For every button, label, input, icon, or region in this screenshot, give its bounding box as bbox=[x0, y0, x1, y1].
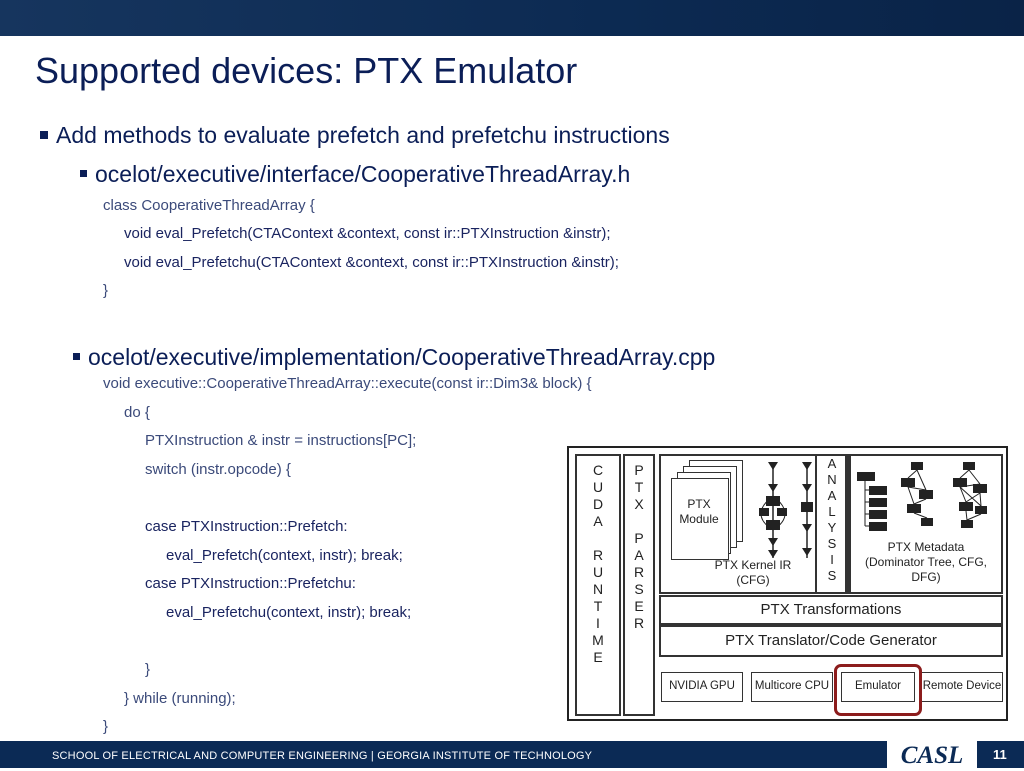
vertical-letter: L bbox=[828, 504, 836, 519]
vertical-letter: T bbox=[634, 479, 644, 495]
vertical-letter: P bbox=[634, 530, 644, 546]
bullet-text: Add methods to evaluate prefetch and prefetchu instructions bbox=[56, 122, 670, 148]
vertical-letter: I bbox=[830, 552, 834, 567]
bullet-text: ocelot/executive/implementation/CooperativeThreadArray.cpp bbox=[88, 344, 716, 370]
ptx-parser-label bbox=[623, 462, 655, 632]
page-number: 11 bbox=[993, 747, 1007, 762]
vertical-letter: N bbox=[592, 581, 604, 597]
vertical-letter: T bbox=[593, 598, 603, 614]
code-line: void eval_Prefetchu(CTAContext &context, const ir::PTXInstruction &instr); bbox=[124, 254, 619, 271]
code-line: } bbox=[103, 718, 109, 735]
vertical-letter: C bbox=[592, 462, 604, 478]
metadata-label-line: DFG) bbox=[911, 570, 941, 584]
emulator-highlight bbox=[834, 664, 922, 716]
code-line: do { bbox=[124, 404, 150, 421]
code-line: void eval_Prefetch(CTAContext &context, const ir::PTXInstruction &instr); bbox=[124, 225, 611, 242]
vertical-letter bbox=[623, 513, 655, 530]
code-line: case PTXInstruction::Prefetchu: bbox=[145, 575, 356, 592]
bullet-text: ocelot/executive/interface/CooperativeThreadArray.h bbox=[95, 161, 631, 187]
code-line: eval_Prefetchu(context, instr); break; bbox=[166, 604, 412, 621]
bullet-implementation-path bbox=[73, 344, 715, 371]
device-remote-device: Remote Device bbox=[921, 672, 1003, 702]
bullet-square-icon bbox=[40, 131, 48, 139]
vertical-letter: Y bbox=[827, 520, 837, 535]
vertical-letter: E bbox=[593, 649, 603, 665]
vertical-letter: R bbox=[633, 564, 645, 580]
ptx-transformations-box: PTX Transformations bbox=[659, 595, 1003, 625]
kernel-ir-label-line: (CFG) bbox=[736, 573, 770, 587]
vertical-letter: N bbox=[827, 472, 837, 487]
vertical-letter: M bbox=[592, 632, 604, 648]
bullet-square-icon bbox=[73, 353, 80, 360]
vertical-letter: P bbox=[634, 462, 644, 478]
vertical-letter: S bbox=[827, 568, 837, 583]
vertical-letter: A bbox=[827, 456, 837, 471]
code-line: PTXInstruction & instr = instructions[PC]; bbox=[145, 432, 417, 449]
code-line: switch (instr.opcode) { bbox=[145, 461, 291, 478]
vertical-letter: R bbox=[592, 547, 604, 563]
metadata-label-line: PTX Metadata bbox=[887, 540, 965, 554]
vertical-letter: X bbox=[634, 496, 644, 512]
top-banner bbox=[0, 0, 1024, 36]
code-line: case PTXInstruction::Prefetch: bbox=[145, 518, 348, 535]
metadata-graphs-icon bbox=[855, 460, 999, 540]
cuda-runtime-label bbox=[575, 462, 621, 666]
kernel-ir-label-line: PTX Kernel IR bbox=[714, 558, 792, 572]
code-line: void executive::CooperativeThreadArray::execute(const ir::Dim3& block) { bbox=[103, 375, 592, 392]
ptx-module-card bbox=[671, 478, 729, 560]
vertical-letter: A bbox=[634, 547, 644, 563]
code-line: eval_Prefetch(context, instr); break; bbox=[166, 547, 403, 564]
vertical-letter: D bbox=[592, 496, 604, 512]
vertical-letter: A bbox=[593, 513, 603, 529]
ptx-translator-box: PTX Translator/Code Generator bbox=[659, 625, 1003, 657]
vertical-letter: A bbox=[827, 488, 837, 503]
vertical-letter: U bbox=[592, 479, 604, 495]
bullet-add-methods bbox=[40, 122, 670, 149]
code-line: class CooperativeThreadArray { bbox=[103, 197, 315, 214]
vertical-letter bbox=[575, 530, 621, 547]
footer-institution: SCHOOL OF ELECTRICAL AND COMPUTER ENGINEERING | GEORGIA INSTITUTE OF TECHNOLOGY bbox=[52, 750, 593, 762]
ptx-module-label-line: Module bbox=[679, 512, 719, 526]
ocelot-architecture-diagram bbox=[567, 446, 1008, 721]
device-emulator: Emulator bbox=[841, 672, 915, 702]
vertical-letter: S bbox=[634, 581, 644, 597]
vertical-letter: S bbox=[827, 536, 837, 551]
analysis-label bbox=[817, 456, 847, 584]
bullet-square-icon bbox=[80, 170, 87, 177]
device-nvidia-gpu: NVIDIA GPU bbox=[661, 672, 743, 702]
metadata-label-line: (Dominator Tree, CFG, bbox=[864, 555, 988, 569]
ptx-module-label-line: PTX bbox=[687, 497, 711, 511]
vertical-letter: U bbox=[592, 564, 604, 580]
slide-title: Supported devices: PTX Emulator bbox=[35, 50, 578, 91]
vertical-letter: R bbox=[633, 615, 645, 631]
bullet-interface-path bbox=[80, 161, 630, 188]
casl-logo: CASL bbox=[887, 741, 977, 768]
code-line: } while (running); bbox=[124, 690, 236, 707]
vertical-letter: E bbox=[634, 598, 644, 614]
vertical-letter: I bbox=[596, 615, 600, 631]
code-line: } bbox=[103, 282, 109, 299]
device-multicore-cpu: Multicore CPU bbox=[751, 672, 833, 702]
code-line: } bbox=[145, 661, 151, 678]
